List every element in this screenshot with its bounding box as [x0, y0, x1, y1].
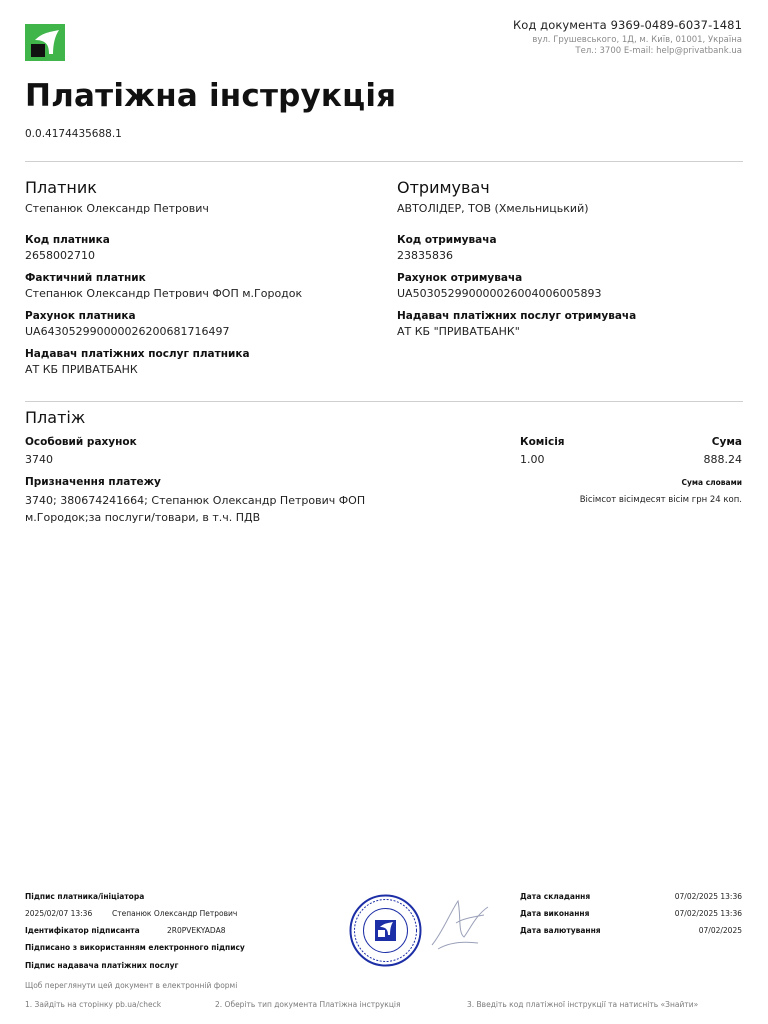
- purpose-text: [25, 492, 365, 526]
- esign-note: Підписано з використанням електронного підпису: [25, 943, 245, 952]
- recipient-account: UA503052990000026004006005893: [397, 287, 602, 300]
- payment-heading: Платіж: [25, 408, 86, 427]
- payer-provider: АТ КБ ПРИВАТБАНК: [25, 363, 138, 376]
- payer-name: Степанюк Олександр Петрович: [25, 202, 209, 215]
- recipient-provider-label: Надавач платіжних послуг отримувача: [397, 310, 637, 322]
- footer-intro: Щоб переглянути цей документ в електронній формі: [25, 981, 238, 990]
- document-number: 0.0.4174435688.1: [25, 128, 122, 140]
- provider-signature-label: Підпис надавача платіжних послуг: [25, 961, 179, 970]
- footer-step-3: 3. Введіть код платіжної інструкції та натисніть «Знайти»: [467, 1000, 699, 1009]
- recipient-account-label: Рахунок отримувача: [397, 272, 523, 284]
- executed-date-label: Дата виконання: [520, 909, 590, 918]
- purpose-line-2: м.Городок;за послуги/товари, в т.ч. ПДВ: [25, 511, 261, 524]
- header-info: [513, 18, 742, 56]
- signer-id: 2R0PVEKYADA8: [167, 926, 226, 935]
- value-date: 07/02/2025: [698, 926, 742, 935]
- signer-id-label: Ідентифікатор підписанта: [25, 926, 140, 935]
- payer-signature-label: Підпис платника/ініціатора: [25, 892, 145, 901]
- bank-stamp: [348, 893, 423, 968]
- actual-payer: Степанюк Олександр Петрович ФОП м.Городок: [25, 287, 303, 300]
- executed-date: 07/02/2025 13:36: [674, 909, 742, 918]
- payer-section: [25, 178, 375, 376]
- commission-value: 1.00: [520, 453, 545, 466]
- created-date: 07/02/2025 13:36: [674, 892, 742, 901]
- handwritten-signature: [428, 893, 498, 953]
- bank-address: вул. Грушевського, 1Д, м. Київ, 01001, Україна: [532, 35, 742, 45]
- payer-code-label: Код платника: [25, 234, 110, 246]
- purpose-label: Призначення платежу: [25, 476, 161, 488]
- commission-label: Комісія: [520, 436, 565, 448]
- payer-code: 2658002710: [25, 249, 95, 262]
- recipient-provider: АТ КБ "ПРИВАТБАНК": [397, 325, 520, 338]
- document-code: Код документа 9369-0489-6037-1481: [512, 18, 742, 32]
- personal-account-label: Особовий рахунок: [25, 436, 137, 448]
- sum-words-label: Сума словами: [681, 478, 742, 487]
- divider: [25, 401, 743, 402]
- recipient-section: [397, 178, 743, 338]
- sum-value: 888.24: [703, 453, 742, 466]
- recipient-name: АВТОЛІДЕР, ТОВ (Хмельницький): [397, 202, 589, 215]
- footer-step-2: 2. Оберіть тип документа Платіжна інструкція: [215, 1000, 401, 1009]
- bank-contacts: Тел.: 3700 E-mail: help@privatbank.ua: [575, 45, 742, 56]
- privatbank-logo: [25, 24, 65, 61]
- signature-name: Степанюк Олександр Петрович: [112, 909, 238, 918]
- footer-step-1: 1. Зайдіть на сторінку pb.ua/check: [25, 1000, 162, 1009]
- signature-datetime: 2025/02/07 13:36: [25, 909, 93, 918]
- divider: [25, 161, 743, 162]
- purpose-line-1: 3740; 380674241664; Степанюк Олександр Петрович ФОП: [25, 494, 366, 507]
- sum-label: Сума: [711, 436, 742, 448]
- payer-account-label: Рахунок платника: [25, 310, 136, 322]
- sum-words: Вісімсот вісімдесят вісім грн 24 коп.: [579, 495, 742, 505]
- payer-account: UA643052990000026200681716497: [25, 325, 230, 338]
- created-date-label: Дата складання: [520, 892, 591, 901]
- recipient-code-label: Код отримувача: [397, 234, 497, 246]
- page-title: Платіжна інструкція: [25, 78, 397, 114]
- payer-heading: Платник: [25, 178, 97, 197]
- actual-payer-label: Фактичний платник: [25, 272, 146, 284]
- recipient-code: 23835836: [397, 249, 453, 262]
- payer-provider-label: Надавач платіжних послуг платника: [25, 348, 250, 360]
- personal-account: 3740: [25, 453, 53, 466]
- value-date-label: Дата валютування: [520, 926, 601, 935]
- recipient-heading: Отримувач: [397, 178, 490, 197]
